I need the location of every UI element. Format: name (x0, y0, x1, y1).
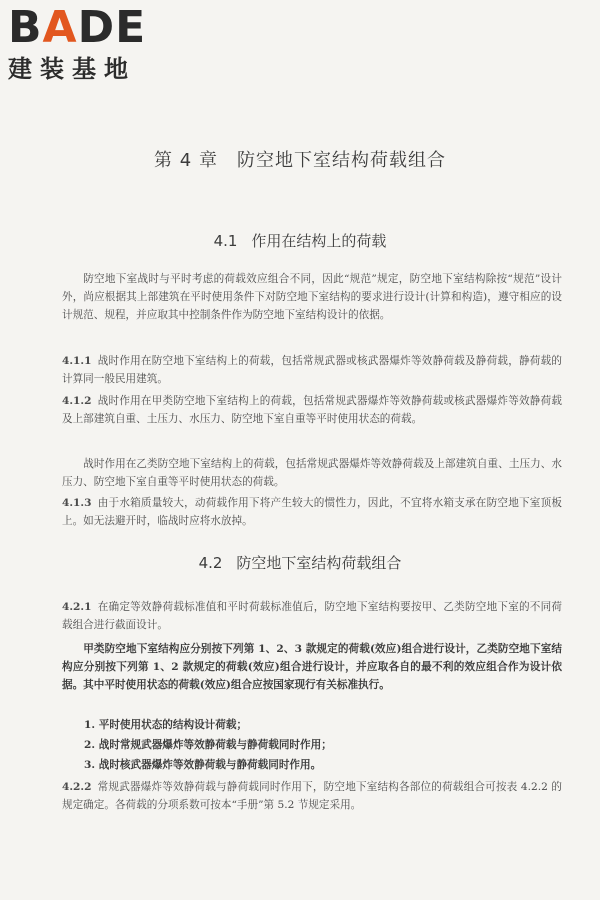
clause-4-2-2 (62, 778, 562, 814)
list-item: 1. 平时使用状态的结构设计荷载； (84, 719, 248, 731)
logo-subtitle: 建装基地 (8, 55, 136, 83)
list-item: 3. 战时核武器爆炸等效静荷载与静荷载同时作用。 (84, 759, 322, 771)
logo (8, 2, 178, 84)
section-heading-4-1 (0, 230, 600, 251)
clause-text: 由于水箱质量较大，动荷载作用下将产生较大的惯性力，因此，不宜将水箱支承在防空地下室顶板上。如无法避开时，临战时应将水放掉。 (62, 497, 562, 527)
clause-text: 战时作用在防空地下室结构上的荷载，包括常规武器或核武器爆炸等效静荷载及静荷载，静荷载的计算同一般民用建筑。 (62, 355, 562, 385)
section-title: 作用在结构上的荷载 (251, 232, 387, 250)
section-title: 防空地下室结构荷载组合 (236, 554, 402, 572)
list-item: 2. 战时常规武器爆炸等效静荷载与静荷载同时作用； (84, 739, 332, 751)
clause-4-1-2 (62, 392, 562, 428)
logo-wordmark: BADE (8, 2, 147, 53)
clause-number: 4.1.2 (62, 395, 92, 407)
clause-text: 在确定等效静荷载标准值和平时荷载标准值后，防空地下室结构要按甲、乙类防空地下室的不同荷载组合进行截面设计。 (62, 601, 562, 631)
clause-text: 常规武器爆炸等效静荷载与静荷载同时作用下，防空地下室结构各部位的荷载组合可按表 4.2.2 的规定确定。各荷载的分项系数可按本“手册”第 5.2 节规定采用。 (62, 781, 562, 811)
clause-4-2-1 (62, 598, 562, 634)
clause-number: 4.2.1 (62, 601, 92, 613)
clause-text: 战时作用在甲类防空地下室结构上的荷载，包括常规武器爆炸等效静荷载或核武器爆炸等效静荷载及上部建筑自重、土压力、水压力、防空地下室自重等平时使用状态的荷载。 (62, 395, 562, 425)
clause-number: 4.2.2 (62, 781, 92, 793)
clause-4-2-1-paragraph-2: 甲类防空地下室结构应分别按下列第 1、2、3 款规定的荷载(效应)组合进行设计，乙类防空地下室结构应分别按下列第 1、2 款规定的荷载(效应)组合进行设计，并应取各自的最不利的效应组合作为设计依据。其中平时使用状态的荷载(效应)组合应按国家现行有关标准执行。 (62, 643, 562, 691)
clause-number: 4.1.3 (62, 497, 92, 509)
section-number: 4.2 (198, 554, 223, 572)
intro-paragraph: 防空地下室战时与平时考虑的荷载效应组合不同，因此“规范”规定，防空地下室结构除按“规范”设计外，尚应根据其上部建筑在平时使用条件下对防空地下室结构的要求进行设计(计算和构造)，遵守相应的设计规范、规程，并应取其中控制条件作为防空地下室结构设计的依据。 (62, 273, 562, 321)
clause-number: 4.1.1 (62, 355, 92, 367)
clause-4-1-1 (62, 352, 562, 388)
clause-4-1-3 (62, 494, 562, 530)
clause-4-1-2-paragraph-2: 战时作用在乙类防空地下室结构上的荷载，包括常规武器爆炸等效静荷载及上部建筑自重、土压力、水压力、防空地下室自重等平时使用状态的荷载。 (62, 458, 562, 488)
section-number: 4.1 (213, 232, 238, 250)
chapter-title: 第 4 章 防空地下室结构荷载组合 (154, 150, 446, 171)
section-heading-4-2 (0, 552, 600, 573)
